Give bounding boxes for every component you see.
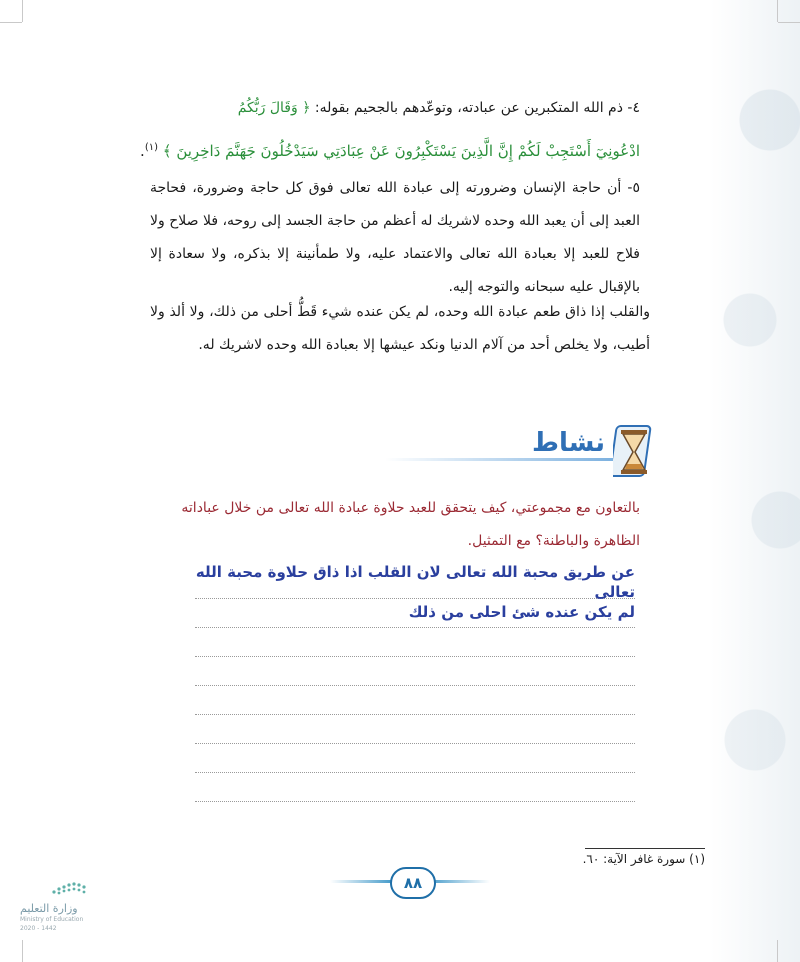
activity-header xyxy=(375,428,675,483)
point-4-verse-line xyxy=(140,133,640,166)
answer-dotted-line xyxy=(195,656,635,657)
activity-question: بالتعاون مع مجموعتي، كيف يتحقق للعبد حلاوة عبادة الله تعالى من خلال عباداته الظاهرة والباطنة؟ مع التمثيل. xyxy=(181,500,640,549)
point-4-verse: ادْعُونِيٓ أَسْتَجِبْ لَكُمْ إِنَّ الَّذِينَ يَسْتَكْبِرُونَ عَنْ عِبَادَتِي سَيَدْخُلُونَ جَهَنَّمَ دَاخِرِينَ ﴾ xyxy=(162,142,640,160)
footnote-ref: (١) xyxy=(144,142,158,153)
logo-year: 2020 - 1442 xyxy=(20,925,57,932)
closing-paragraph: والقلب إذا ذاق طعم عبادة الله وحده، لم يكن عنده شيء قَطُّ أحلى من ذلك، ولا ألذ ولا أطيب، ولا يخلص أحد من آلام الدنيا ونكد عيشها إلا بعبادة الله وحده لاشريك له. xyxy=(150,304,650,353)
answer-line-1: عن طريق محبة الله تعالى لان القلب اذا ذاق حلاوة محبة الله تعالى xyxy=(195,563,635,601)
point-4 xyxy=(150,92,640,125)
answer-dotted-line xyxy=(195,685,635,686)
logo-dots-icon xyxy=(50,880,90,896)
point-4-text: ٤- ذم الله المتكبرين عن عبادته، وتوعّدهم بالجحيم بقوله: xyxy=(314,100,640,116)
crop-mark xyxy=(22,0,23,22)
logo-name: وزارة التعليم xyxy=(20,902,78,915)
handwritten-answer xyxy=(195,562,635,622)
answer-dotted-line xyxy=(195,743,635,744)
answer-dotted-line xyxy=(195,772,635,773)
crop-mark xyxy=(778,22,800,23)
crop-mark xyxy=(777,940,778,962)
crop-mark xyxy=(22,940,23,962)
point-4-verse-start: ﴿ وَقَالَ رَبُّكُمُ xyxy=(237,100,311,116)
point-5: ٥- أن حاجة الإنسان وضرورته إلى عبادة الله تعالى فوق كل حاجة وضرورة، فحاجة العبد إلى أن يعبد الله وحده لاشريك له أعظم من حاجة الجسد إلى روحه، فلا صلاح ولا فلاح للعبد إلا بعبادة الله تعالى والاعتماد عليه، ولا طمأنينة إلا بذكره، ولا سعادة إلا بالإقبال عليه سبحانه والتوجه إليه. xyxy=(150,180,640,295)
ministry-logo xyxy=(20,880,90,940)
answer-line-2: لم يكن عنده شئ احلى من ذلك xyxy=(408,603,635,621)
logo-subtitle: Ministry of Education xyxy=(20,916,84,923)
answer-dotted-line xyxy=(195,801,635,802)
page-number-line-left xyxy=(330,880,395,883)
answer-dotted-line xyxy=(195,627,635,628)
activity-label: نشاط xyxy=(532,428,605,458)
side-pattern xyxy=(710,0,800,962)
hourglass-icon xyxy=(613,424,657,480)
crop-mark xyxy=(0,22,22,23)
footnote: (١) سورة غافر الآية: ٦٠. xyxy=(582,852,705,866)
crop-mark xyxy=(777,0,778,22)
verse-period: . xyxy=(140,142,145,160)
page-number: ٨٨ xyxy=(390,867,436,899)
activity-header-line xyxy=(385,458,615,461)
answer-dotted-line xyxy=(195,714,635,715)
footnote-rule xyxy=(585,848,705,849)
